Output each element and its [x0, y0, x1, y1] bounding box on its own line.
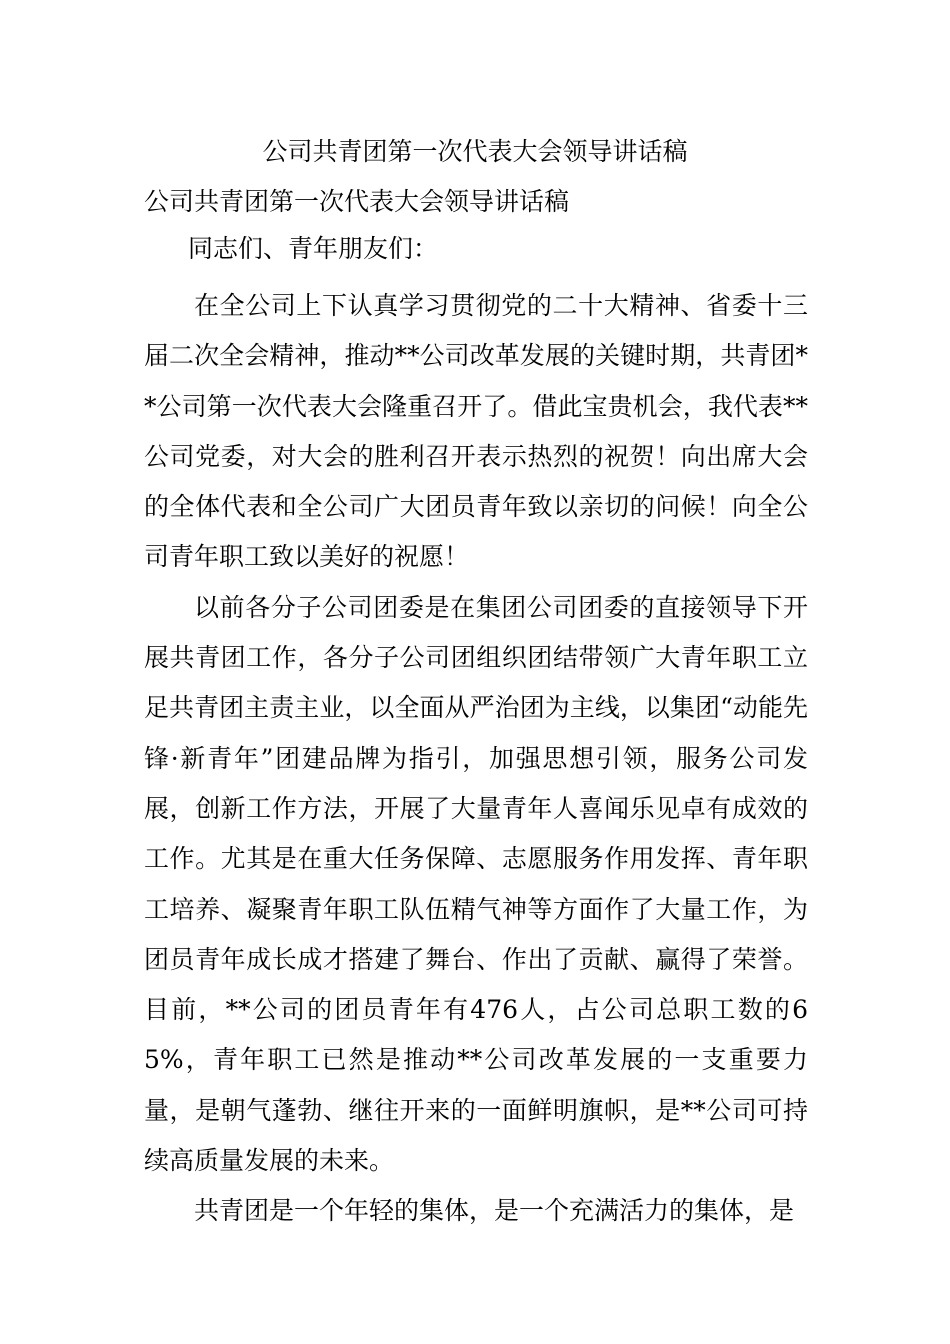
paragraph: 共青团是一个年轻的集体，是一个充满活力的集体，是: [194, 1196, 795, 1226]
document-subtitle: 公司共青团第一次代表大会领导讲话稿: [144, 187, 570, 216]
document-body: [144, 229, 808, 1237]
document-title: 公司共青团第一次代表大会领导讲话稿: [262, 137, 688, 166]
salutation: 同志们、青年朋友们：: [188, 234, 439, 263]
paragraph: 以前各分子公司团委是在集团公司团委的直接领导下开展共青团工作，各分子公司团组织团结带领广大青年职工立足共青团主责主业，以全面从严治团为主线，以集团“动能先锋·新青年”团建品牌为指引，加强思想引领，服务公司发展，创新工作方法，开展了大量青年人喜闻乐见卓有成效的工作。尤其是在重大任务保障、志愿服务作用发挥、青年职工培养、凝聚青年职工队伍精气神等方面作了大量工作，为团员青年成长成才搭建了舞台、作出了贡献、赢得了荣誉。目前，**公司的团员青年有476人，占公司总职工数的65%，青年职工已然是推动**公司改革发展的一支重要力量，是朝气蓬勃、继往开来的一面鲜明旗帜，是**公司可持续高质量发展的未来。: [144, 592, 808, 1176]
paragraph: 在全公司上下认真学习贯彻党的二十大精神、省委十三届二次全会精神，推动**公司改革发展的关键时期，共青团**公司第一次代表大会隆重召开了。借此宝贵机会，我代表**公司党委，对大会的胜利召开表示热烈的祝贺！向出席大会的全体代表和全公司广大团员青年致以亲切的问候！向全公司青年职工致以美好的祝愿！: [144, 291, 808, 572]
